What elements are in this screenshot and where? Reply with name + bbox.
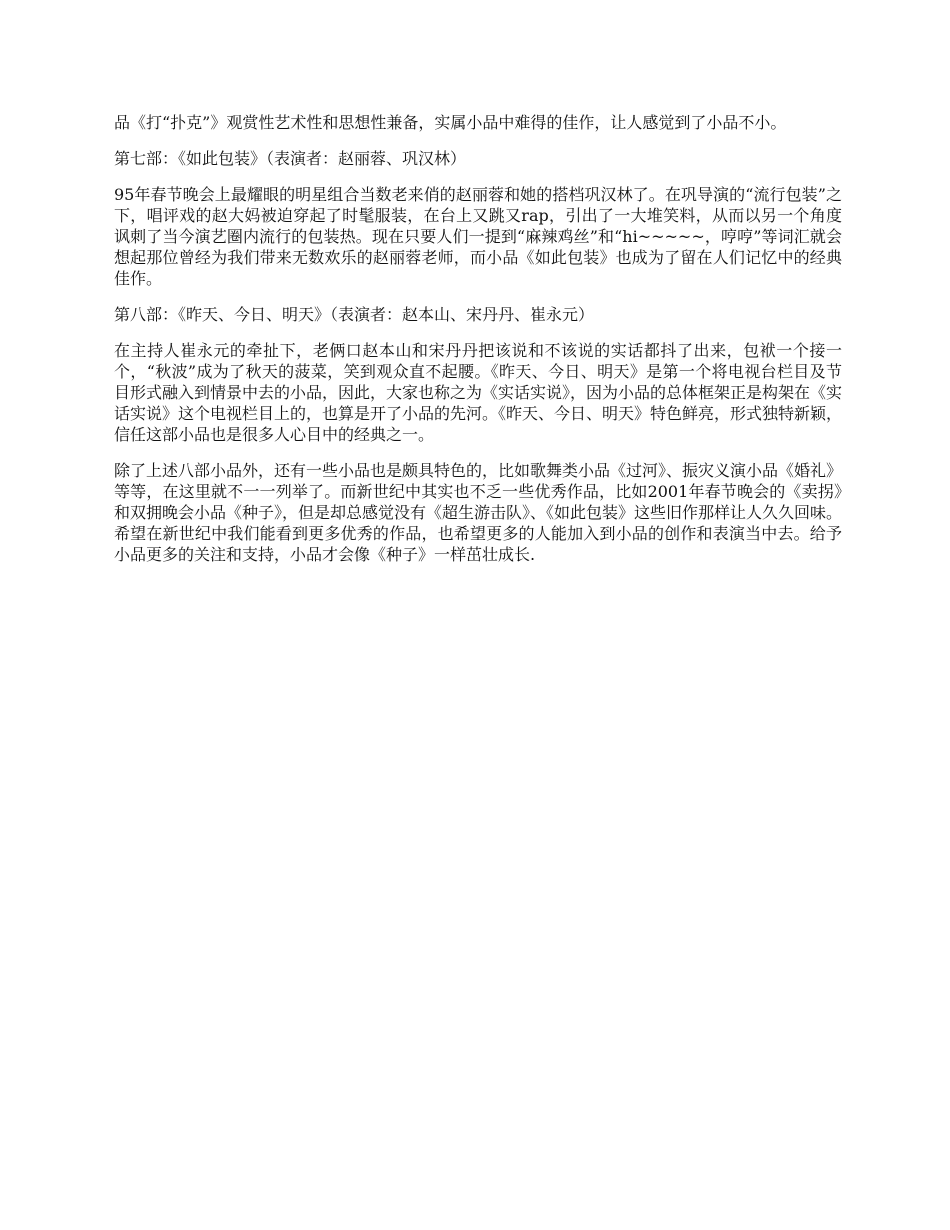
paragraph-intro-closing: 品《打“扑克”》观赏性艺术性和思想性兼备，实属小品中难得的佳作，让人感觉到了小品不小。 <box>114 113 787 132</box>
paragraph-conclusion: 除了上述八部小品外，还有一些小品也是颇具特色的，比如歌舞类小品《过河》、振灾义演小品《婚礼》等等，在这里就不一一列举了。而新世纪中其实也不乏一些优秀作品，比如2001年春节晚会的《卖拐》和双拥晚会小品《种子》，但是却总感觉没有《超生游击队》、《如此包装》这些旧作那样让人久久回味。希望在新世纪中我们能看到更多优秀的作品，也希望更多的人能加入到小品的创作和表演当中去。给予小品更多的关注和支持，小品才会像《种子》一样茁壮成长. <box>114 461 843 564</box>
document-page <box>114 112 842 580</box>
section-heading-seventh: 第七部：《如此包装》（表演者：赵丽蓉、巩汉林） <box>114 149 467 168</box>
paragraph-seventh-description: 95年春节晚会上最耀眼的明星组合当数老来俏的赵丽蓉和她的搭档巩汉林了。在巩导演的“流行包装”之下，唱评戏的赵大妈被迫穿起了时髦服装，在台上又跳又rap，引出了一大堆笑料，从而以另一个角度讽刺了当今演艺圈内流行的包装热。现在只要人们一提到“麻辣鸡丝”和“hi~~~~~，哼哼”等词汇就会想起那位曾经为我们带来无数欢乐的赵丽蓉老师，而小品《如此包装》也成为了留在人们记忆中的经典佳作。 <box>114 185 842 288</box>
section-heading-eighth: 第八部：《昨天、今日、明天》（表演者：赵本山、宋丹丹、崔永元） <box>114 305 595 324</box>
paragraph-eighth-description: 在主持人崔永元的牵扯下，老俩口赵本山和宋丹丹把该说和不该说的实话都抖了出来，包袱一个接一个，“秋波”成为了秋天的菠菜，笑到观众直不起腰。《昨天、今日、明天》是第一个将电视台栏目及节目形式融入到情景中去的小品，因此，大家也称之为《实话实说》，因为小品的总体框架正是构架在《实话实说》这个电视栏目上的，也算是开了小品的先河。《昨天、今日、明天》特色鲜亮，形式独特新颖，信任这部小品也是很多人心目中的经典之一。 <box>114 341 843 444</box>
